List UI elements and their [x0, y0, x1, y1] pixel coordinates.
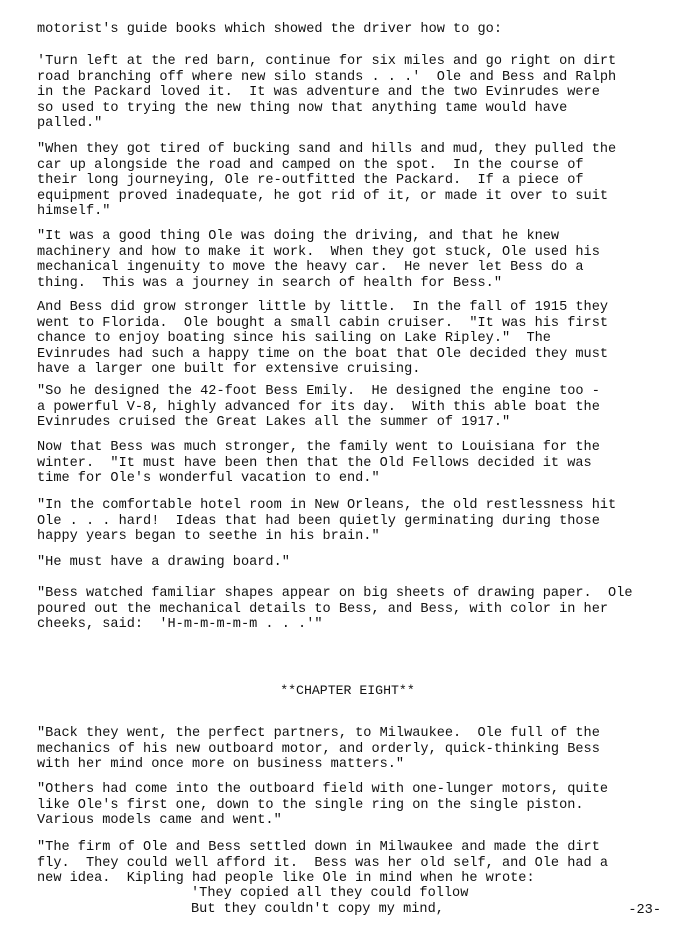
text-line: "The firm of Ole and Bess settled down in Milwaukee and made the dirt — [37, 840, 600, 855]
text-line: in the Packard loved it. It was adventure and the two Evinrudes were — [37, 85, 600, 100]
paragraph-3 — [37, 142, 662, 220]
text-line: winter. "It must have been then that the Old Fellows decided it was — [37, 455, 592, 471]
chapter-heading: **CHAPTER EIGHT** — [280, 683, 415, 698]
paragraph-8 — [37, 498, 662, 545]
text-line: cheeks, said: 'H-m-m-m-m-m . . .'" — [37, 617, 323, 632]
verse-line: 'They copied all they could follow — [191, 886, 469, 901]
text-line: with her mind once more on business matters." — [37, 757, 405, 772]
text-line: fly. They could well afford it. Bess was her old self, and Ole had a — [37, 855, 609, 871]
text-line: machinery and how to make it work. When they got stuck, Ole used his — [37, 244, 600, 260]
paragraph-10 — [37, 586, 662, 633]
text-line: poured out the mechanical details to Bess, and Bess, with color in her — [37, 601, 609, 617]
page-number: -23- — [628, 903, 661, 918]
text-line: Evinrudes cruised the Great Lakes all the summer of 1917." — [37, 415, 511, 430]
text-line: equipment proved inadequate, he got rid of it, or made it over to suit — [37, 188, 609, 204]
text-line: happy years began to seethe in his brain." — [37, 529, 380, 544]
text-line: their long journeying, Ole re-outfitted the Packard. If a piece of — [37, 173, 584, 188]
text-line: so used to trying the new thing now that anything tame would have — [37, 100, 568, 116]
text-line: "He must have a drawing board." — [37, 555, 290, 570]
text-line: palled." — [37, 116, 103, 131]
paragraph-9 — [37, 555, 662, 571]
text-line: new idea. Kipling had people like Ole in mind when he wrote: — [37, 871, 535, 886]
text-line: car up alongside the road and camped on the spot. In the course of — [37, 157, 584, 173]
text-line: Various models came and went." — [37, 813, 282, 828]
paragraph-12 — [37, 782, 662, 829]
text-line: motorist's guide books which showed the driver how to go: — [37, 22, 502, 37]
text-line: road branching off where new silo stands . . .' Ole and Bess and Ralph — [37, 69, 617, 85]
text-line: "So he designed the 42-foot Bess Emily. He designed the engine too - — [37, 384, 600, 399]
paragraph-4 — [37, 229, 662, 291]
text-line: And Bess did grow stronger little by little. In the fall of 1915 they — [37, 300, 609, 315]
paragraph-13 — [37, 840, 662, 887]
text-line: time for Ole's wonderful vacation to end." — [37, 471, 380, 486]
text-line: "In the comfortable hotel room in New Orleans, the old restlessness hit — [37, 498, 617, 513]
text-line: "Bess watched familiar shapes appear on big sheets of drawing paper. Ole — [37, 586, 633, 601]
text-line: "It was a good thing Ole was doing the driving, and that he knew — [37, 229, 560, 244]
text-line: like Ole's first one, down to the single ring on the single piston. — [37, 797, 584, 813]
text-line: "Back they went, the perfect partners, to Milwaukee. Ole full of the — [37, 726, 600, 741]
text-line: Now that Bess was much stronger, the family went to Louisiana for the — [37, 440, 600, 455]
text-line: a powerful V-8, highly advanced for its day. With this able boat the — [37, 399, 600, 415]
paragraph-11 — [37, 726, 662, 773]
text-line: went to Florida. Ole bought a small cabin cruiser. "It was his first — [37, 315, 609, 331]
text-line: mechanics of his new outboard motor, and orderly, quick-thinking Bess — [37, 741, 600, 757]
text-line: mechanical ingenuity to move the heavy car. He never let Bess do a — [37, 260, 584, 275]
paragraph-6 — [37, 384, 662, 431]
paragraph-5 — [37, 300, 662, 378]
text-line: "When they got tired of bucking sand and hills and mud, they pulled the — [37, 142, 617, 157]
text-line: have a larger one built for extensive cruising. — [37, 362, 421, 377]
paragraph-1 — [37, 22, 662, 38]
text-line: himself." — [37, 204, 111, 219]
text-line: Ole . . . hard! Ideas that had been quietly germinating during those — [37, 513, 600, 529]
text-line: "Others had come into the outboard field with one-lunger motors, quite — [37, 782, 609, 797]
paragraph-2 — [37, 54, 662, 132]
paragraph-7 — [37, 440, 662, 487]
text-line: 'Turn left at the red barn, continue for six miles and go right on dirt — [37, 54, 617, 69]
text-line: thing. This was a journey in search of health for Bess." — [37, 275, 502, 291]
verse-line: But they couldn't copy my mind, — [191, 902, 444, 917]
text-line: Evinrudes had such a happy time on the boat that Ole decided they must — [37, 346, 609, 362]
text-line: chance to enjoy boating since his sailing on Lake Ripley." The — [37, 331, 551, 346]
